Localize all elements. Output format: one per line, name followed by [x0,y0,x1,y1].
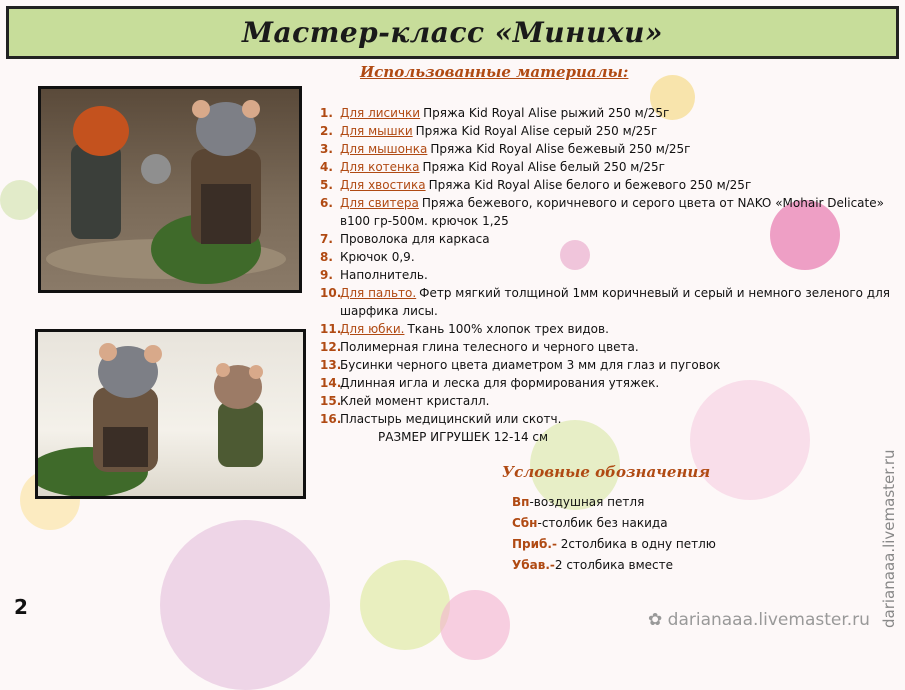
page-title: Мастер-класс «Минихи» [242,16,663,49]
list-item: 3. Для мышонка Пряжа Kid Royal Alise бежевый 250 м/25г [320,142,691,156]
legend-item: Приб.- 2столбика в одну петлю [512,537,716,551]
bg-circle [360,560,450,650]
material-label: Для свитера [340,196,419,210]
list-item: 2. Для мышки Пряжа Kid Royal Alise серый 250 м/25г [320,124,658,138]
flower-icon: ✿ [648,610,668,630]
bg-circle [0,180,40,220]
legend-heading: Условные обозначения [502,463,711,481]
list-item: 16. Пластырь медицинский или скотч. [320,412,562,426]
materials-list [320,104,895,428]
material-label: Для юбки. [340,322,405,336]
list-item: 5. Для хвостика Пряжа Kid Royal Alise белого и бежевого 250 м/25г [320,178,752,192]
materials-heading: Использованные материалы: [360,63,629,81]
list-item: 11. Для юбки. Ткань 100% хлопок трех видов. [320,322,609,336]
list-item: 8. Крючок 0,9. [320,250,415,264]
watermark-side: darianaaa.livemaster.ru [880,449,898,628]
list-item: 15. Клей момент кристалл. [320,394,490,408]
toys-photo-1 [38,86,302,293]
toys-photo-1-art [41,89,299,290]
list-item: 12. Полимерная глина телесного и черного цвета. [320,340,639,354]
legend-item: Сбн-столбик без накида [512,516,668,530]
material-label: Для котенка [340,160,420,174]
material-label: Для лисички [340,106,421,120]
title-bar [6,6,899,59]
list-item: 1. Для лисички Пряжа Kid Royal Alise рыжий 250 м/25г [320,106,670,120]
list-item: 7. Проволока для каркаса [320,232,490,246]
material-label: Для пальто. [340,286,417,300]
watermark-bottom: ✿ darianaaa.livemaster.ru [648,610,870,630]
page-number: 2 [14,595,28,619]
legend-item: Вп-воздушная петля [512,495,645,509]
material-label: Для мышонка [340,142,428,156]
material-label: Для мышки [340,124,413,138]
list-item: 13. Бусинки черного цвета диаметром 3 мм для глаз и пуговок [320,358,721,372]
list-item: 9. Наполнитель. [320,268,428,282]
material-label: Для хвостика [340,178,426,192]
toys-photo-2-art [38,332,303,496]
toys-photo-2 [35,329,306,499]
list-item: 6. Для свитера Пряжа бежевого, коричневого и серого цвета от NAKO «Mohair Delicate» в100 гр-500м. крючок 1,25 [320,196,884,228]
bg-circle [160,520,330,690]
size-note: РАЗМЕР ИГРУШЕК 12-14 см [378,430,549,444]
list-item: 10. Для пальто. Фетр мягкий толщиной 1мм коричневый и серый и немного зеленого для шарфика лисы. [320,286,890,318]
legend-item: Убав.-2 столбика вместе [512,558,674,572]
legend-list [512,492,716,576]
bg-circle [440,590,510,660]
list-item: 14. Длинная игла и леска для формирования утяжек. [320,376,660,390]
list-item: 4. Для котенка Пряжа Kid Royal Alise белый 250 м/25г [320,160,665,174]
